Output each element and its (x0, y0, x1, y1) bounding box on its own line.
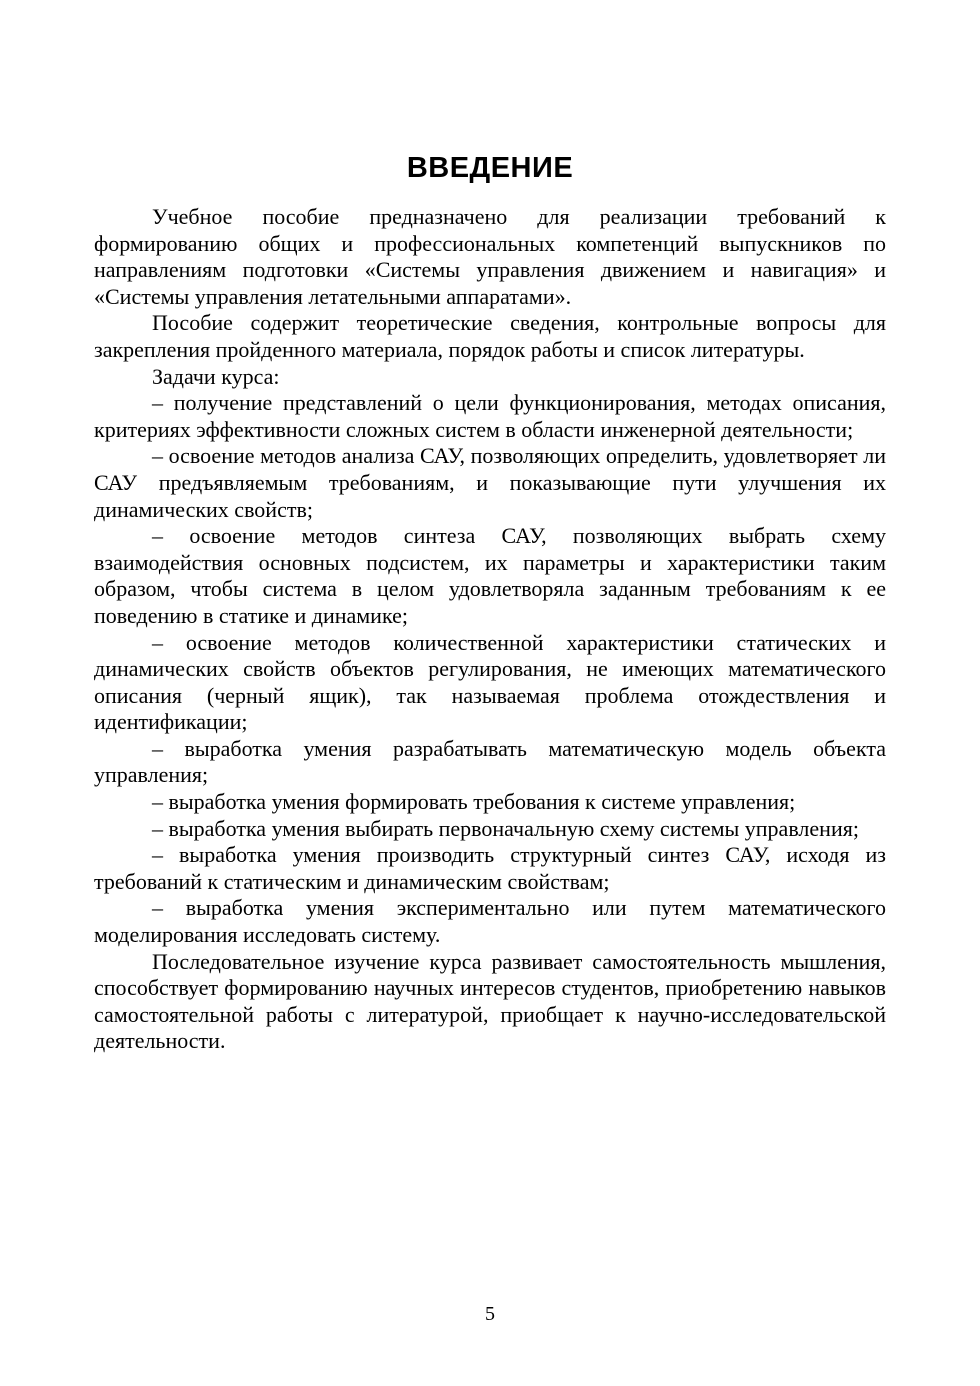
page-number: 5 (485, 1303, 495, 1325)
list-item: – выработка умения производить структурный синтез САУ, исходя из требований к статическим и динамическим свойствам; (94, 842, 886, 894)
list-item: – освоение методов количественной характеристики статических и динамических свойств объектов регулирования, не имеющих математического описания (черный ящик), так называемая проблема отождествления и идентификации; (94, 629, 886, 735)
list-item: – освоение методов анализа САУ, позволяющих определить, удовлетворяет ли САУ предъявляемым требованиям, и показывающие пути улучшения их динамических свойств; (94, 443, 886, 522)
page-title: ВВЕДЕНИЕ (406, 152, 574, 184)
paragraph-contents: Пособие содержит теоретические сведения, контрольные вопросы для закрепления пройденного материала, порядок работы и список литературы. (94, 310, 886, 362)
list-item: – выработка умения разрабатывать математическую модель объекта управления; (94, 735, 886, 788)
list-item: – выработка умения выбирать первоначальную схему системы управления; (152, 815, 859, 841)
list-item: – выработка умения экспериментально или путем математического моделирования исследовать систему. (94, 895, 886, 948)
paragraph-conclusion: Последовательное изучение курса развивает самостоятельность мышления, способствует формированию научных интересов студентов, приобретению навыков самостоятельной работы с литературой, приобщает к научно-исследовательской деятельности. (94, 948, 886, 1054)
paragraph-purpose: Учебное пособие предназначено для реализации требований к формированию общих и профессиональных компетенций выпускников по направлениям подготовки «Системы управления движением и навигация» и «Системы управления летательными аппаратами». (94, 204, 886, 309)
body-text (94, 204, 886, 1055)
list-item: – получение представлений о цели функционирования, методах описания, критериях эффективности сложных систем в области инженерной деятельности; (94, 390, 886, 442)
list-item: – выработка умения формировать требования к системе управления; (152, 789, 796, 815)
paragraph-tasks-heading: Задачи курса: (152, 363, 280, 389)
list-item: – освоение методов синтеза САУ, позволяющих выбрать схему взаимодействия основных подсистем, их параметры и характеристики таким образом, чтобы система в целом удовлетворяла заданным требованиям к ее поведению в статике и динамике; (94, 523, 886, 628)
